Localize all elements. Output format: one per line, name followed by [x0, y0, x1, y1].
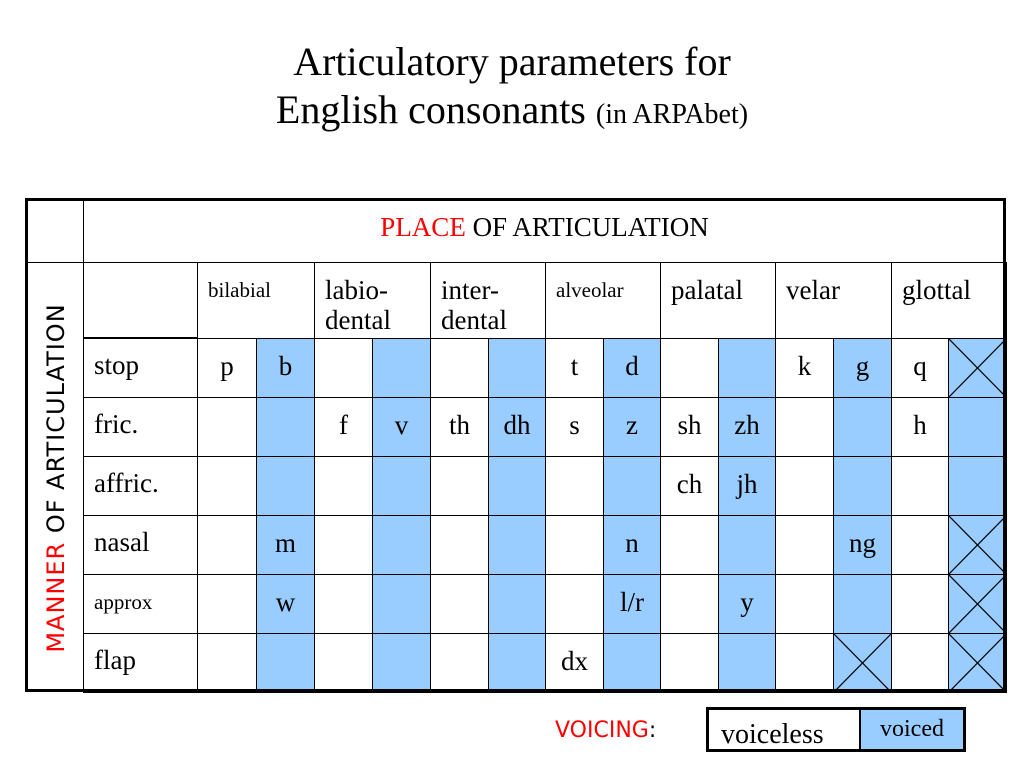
place-label: glottal	[902, 275, 971, 305]
phoneme-cell: jh	[718, 456, 776, 516]
voicing-legend	[706, 707, 966, 752]
voiceless-cell	[775, 456, 834, 516]
voiced-cell	[948, 456, 1007, 516]
voiceless-cell	[545, 574, 604, 634]
place-rest: OF ARTICULATION	[465, 212, 709, 242]
impossible-cell	[948, 515, 1007, 575]
phoneme-cell: q	[891, 338, 949, 398]
phoneme-cell: k	[775, 338, 834, 398]
voiceless-cell	[430, 515, 489, 575]
place-of-articulation-header	[83, 198, 1006, 263]
manner-highlight: MANNER	[41, 541, 70, 653]
phoneme-cell: z	[603, 397, 661, 457]
voiced-cell	[256, 397, 315, 457]
voiced-cell	[372, 574, 431, 634]
title-note: (in ARPAbet)	[595, 99, 749, 130]
phoneme-cell: m	[256, 515, 315, 575]
voiceless-cell	[430, 633, 489, 693]
voiceless-cell	[660, 338, 719, 398]
place-label: labio-	[325, 275, 388, 305]
voiced-cell	[718, 515, 776, 575]
manner-cell-stop: stop	[83, 338, 199, 398]
voicing-text: VOICING	[555, 718, 649, 743]
legend-voiceless: voiceless	[709, 710, 861, 749]
legend-voiced: voiced	[861, 710, 963, 749]
phoneme-cell: p	[197, 338, 257, 398]
phoneme-cell: sh	[660, 397, 719, 457]
voiceless-cell	[430, 574, 489, 634]
phoneme-cell: n	[603, 515, 661, 575]
place-label-line2: dental	[441, 305, 507, 335]
voiced-cell	[372, 456, 431, 516]
manner-cell-approx: approx	[83, 574, 199, 634]
place-label: bilabial	[208, 278, 271, 302]
cross-icon	[949, 634, 1006, 692]
place-header-bilabial	[197, 262, 315, 339]
table-corner-cell	[25, 198, 84, 263]
voicing-colon: :	[648, 718, 657, 743]
voiceless-cell	[197, 574, 257, 634]
voiceless-cell	[891, 456, 949, 516]
place-row-empty-cell	[83, 262, 198, 338]
title-main: English consonants	[275, 87, 586, 132]
voiced-cell	[372, 515, 431, 575]
manner-rest: OF ARTICULATION	[41, 302, 70, 542]
voiceless-cell	[775, 397, 834, 457]
place-header-inter	[430, 262, 546, 339]
phoneme-cell: w	[256, 574, 315, 634]
voiceless-cell	[314, 338, 373, 398]
voiceless-cell	[891, 633, 949, 693]
voiced-cell	[256, 456, 315, 516]
phoneme-cell: d	[603, 338, 661, 398]
voiced-cell	[488, 515, 546, 575]
phoneme-cell: g	[833, 338, 892, 398]
voiceless-cell	[314, 515, 373, 575]
place-label-line2: dental	[325, 305, 391, 335]
impossible-cell	[948, 338, 1007, 398]
cross-icon	[834, 634, 891, 692]
phoneme-cell: f	[314, 397, 373, 457]
impossible-cell	[948, 633, 1007, 693]
voiced-cell	[833, 456, 892, 516]
voiceless-cell	[314, 574, 373, 634]
impossible-cell	[948, 574, 1007, 634]
manner-cell-affric: affric.	[83, 456, 199, 516]
title-line-1: Articulatory parameters for	[293, 39, 731, 84]
voiceless-cell	[775, 515, 834, 575]
voicing-label	[555, 718, 656, 743]
voiceless-cell	[430, 456, 489, 516]
phoneme-cell: b	[256, 338, 315, 398]
voiced-cell	[488, 338, 546, 398]
voiceless-cell	[314, 633, 373, 693]
voiced-cell	[256, 633, 315, 693]
phoneme-cell: s	[545, 397, 604, 457]
phoneme-cell: h	[891, 397, 949, 457]
phoneme-cell: dh	[488, 397, 546, 457]
voiceless-cell	[545, 515, 604, 575]
manner-cell-nasal: nasal	[83, 515, 199, 575]
phoneme-cell: th	[430, 397, 489, 457]
voiced-cell	[603, 633, 661, 693]
cross-icon	[949, 516, 1006, 574]
voiced-cell	[488, 574, 546, 634]
voiceless-cell	[891, 515, 949, 575]
voiced-cell	[603, 456, 661, 516]
place-label: inter-	[441, 275, 499, 305]
place-label: palatal	[671, 275, 743, 305]
voiceless-cell	[775, 633, 834, 693]
voiced-cell	[488, 633, 546, 693]
voiceless-cell	[197, 633, 257, 693]
voiceless-cell	[775, 574, 834, 634]
voiceless-cell	[197, 456, 257, 516]
manner-cell-flap: flap	[83, 633, 199, 693]
place-header-palatal	[660, 262, 776, 339]
voiced-cell	[372, 633, 431, 693]
voiceless-cell	[430, 338, 489, 398]
place-label: velar	[786, 275, 840, 305]
voiced-cell	[372, 338, 431, 398]
place-highlight: PLACE	[380, 212, 466, 242]
manner-cell-fric: fric.	[83, 397, 199, 457]
voiced-cell	[718, 338, 776, 398]
cross-icon	[949, 339, 1006, 397]
voiceless-cell	[660, 574, 719, 634]
phoneme-cell: zh	[718, 397, 776, 457]
voiced-cell	[948, 397, 1007, 457]
phoneme-cell: l/r	[603, 574, 661, 634]
phoneme-cell: ng	[833, 515, 892, 575]
voiceless-cell	[545, 456, 604, 516]
voiceless-cell	[314, 456, 373, 516]
voiced-cell	[833, 574, 892, 634]
phoneme-cell: ch	[660, 456, 719, 516]
place-label: alveolar	[556, 278, 624, 302]
cross-icon	[949, 575, 1006, 633]
phoneme-cell: t	[545, 338, 604, 398]
manner-of-articulation-label	[29, 263, 82, 692]
voiced-cell	[718, 633, 776, 693]
voiceless-cell	[891, 574, 949, 634]
voiced-cell	[833, 397, 892, 457]
voiceless-cell	[660, 633, 719, 693]
voiceless-cell	[660, 515, 719, 575]
phoneme-cell: y	[718, 574, 776, 634]
place-header-labio	[314, 262, 431, 339]
place-header-alveolar	[545, 262, 661, 339]
phoneme-cell: dx	[545, 633, 604, 693]
voiced-cell	[488, 456, 546, 516]
place-header-glottal	[891, 262, 1007, 339]
impossible-cell	[833, 633, 892, 693]
voiceless-cell	[197, 515, 257, 575]
phoneme-cell: v	[372, 397, 431, 457]
place-header-velar	[775, 262, 892, 339]
voiceless-cell	[197, 397, 257, 457]
